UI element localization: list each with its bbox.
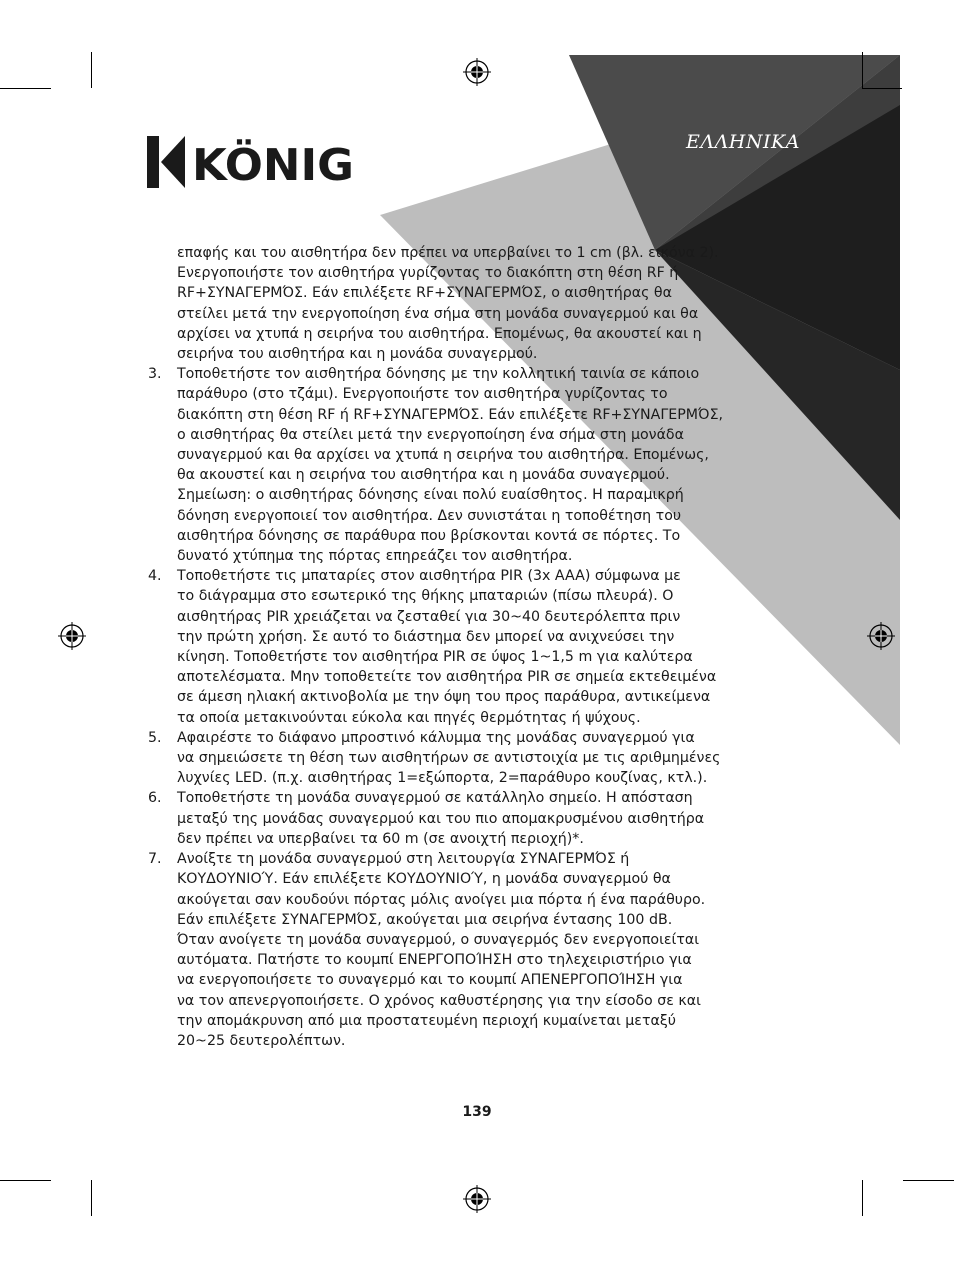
text-line: Εάν επιλέξετε ΣΥΝΑΓΕΡΜΌΣ, ακούγεται μια σειρήνα έντασης 100 dB. (177, 911, 673, 928)
text-line: σειρήνα του αισθητήρα και η μονάδα συναγερμού. (177, 346, 538, 363)
text-line: να ενεργοποιήσετε το συναγερμό και το κουμπί ΑΠΕΝΕΡΓΟΠΟΊΗΣΗ για (177, 972, 683, 989)
text-line: σε άμεση ηλιακή ακτινοβολία με την όψη του προς παράθυρα, αντικείμενα (177, 689, 711, 706)
text-line: στείλει μετά την ενεργοποίηση ένα σήμα στη μονάδα συναγερμού και θα (177, 305, 699, 322)
text-line: ο αισθητήρας θα στείλει μετά την ενεργοποίηση ένα σήμα στη μονάδα (177, 426, 684, 443)
text-line: αρχίσει να χτυπά η σειρήνα του αισθητήρα. Επομένως, θα ακουστεί και η (177, 325, 702, 342)
list-item (148, 788, 754, 849)
text-line: να σημειώσετε τη θέση των αισθητήρων σε αντιστοιχία με τις αριθμημένες (177, 750, 721, 767)
list-item (148, 728, 754, 789)
registration-mark-icon (463, 1185, 491, 1213)
list-item-number: 6. (148, 790, 162, 807)
text-line: Αφαιρέστε το διάφανο μπροστινό κάλυμμα της μονάδας συναγερμού για (177, 729, 695, 746)
text-line: Σημείωση: ο αισθητήρας δόνησης είναι πολύ ευαίσθητος. Η παραμικρή (177, 487, 684, 504)
text-line: κίνηση. Τοποθετήστε τον αισθητήρα PIR σε ύψος 1~1,5 m για καλύτερα (177, 649, 693, 666)
text-line: δυνατό χτύπημα της πόρτας επηρεάζει τον αισθητήρα. (177, 548, 573, 565)
text-line: δόνηση ενεργοποιεί τον αισθητήρα. Δεν συνιστάται η τοποθέτηση του (177, 507, 682, 524)
brand-wordmark: KÖNIG (192, 140, 351, 190)
konig-logo (147, 134, 357, 190)
text-line: διακόπτη στη θέση RF ή RF+ΣΥΝΑΓΕΡΜΌΣ. Εάν επιλέξετε RF+ΣΥΝΑΓΕΡΜΌΣ, (177, 406, 724, 423)
crop-mark (862, 52, 863, 88)
registration-mark-icon (58, 622, 86, 650)
text-line: αυτόματα. Πατήστε το κουμπί ΕΝΕΡΓΟΠΟΊΗΣΗ στο τηλεχειριστήριο για (177, 952, 692, 969)
text-line: αισθητήρας PIR χρειάζεται να ζεσταθεί για 30~40 δευτερόλεπτα πριν (177, 608, 681, 625)
page-number: 139 (462, 1104, 492, 1120)
crop-mark (91, 52, 92, 88)
text-line: δεν πρέπει να υπερβαίνει τα 60 m (σε ανοιχτή περιοχή)*. (177, 830, 584, 847)
list-item (148, 364, 754, 566)
text-line: αισθητήρα δόνησης σε παράθυρα που βρίσκονται κοντά σε πόρτες. Το (177, 527, 681, 544)
list-item-number: 3. (148, 366, 162, 383)
text-line: αποτελέσματα. Μην τοποθετείτε τον αισθητήρα PIR σε σημεία εκτεθειμένα (177, 669, 717, 686)
logo-k-mark (147, 136, 159, 188)
crop-mark (862, 1180, 863, 1216)
list-item-number: 4. (148, 568, 162, 585)
text-line: Τοποθετήστε τη μονάδα συναγερμού σε κατάλληλο σημείο. Η απόσταση (177, 790, 693, 807)
registration-mark-icon (867, 622, 895, 650)
crop-mark (862, 88, 902, 89)
crop-mark (903, 1180, 954, 1181)
text-line: ΚΟΥΔΟΥΝΙΟΎ. Εάν επιλέξετε ΚΟΥΔΟΥΝΙΟΎ, η μονάδα συναγερμού θα (177, 871, 671, 888)
text-line: λυχνίες LED. (π.χ. αισθητήρας 1=εξώπορτα, 2=παράθυρο κουζίνας, κτλ.). (177, 770, 708, 787)
text-line: Ενεργοποιήστε τον αισθητήρα γυρίζοντας το διακόπτη στη θέση RF ή (177, 265, 679, 282)
intro-paragraph (148, 243, 754, 364)
text-line: ακούγεται σαν κουδούνι πόρτας μόλις ανοίγει μια πόρτα ή ένα παράθυρο. (177, 891, 706, 908)
instructions-content (148, 243, 754, 1051)
crop-mark (0, 1180, 51, 1181)
language-label: ΕΛΛΗΝΙΚΑ (686, 131, 800, 153)
list-item (148, 849, 754, 1051)
text-line: Τοποθετήστε τον αισθητήρα δόνησης με την κολλητική ταινία σε κάποιο (177, 366, 700, 383)
text-line: συναγερμού και θα αρχίσει να χτυπά η σειρήνα του αισθητήρα. Επομένως, (177, 447, 709, 464)
text-line: Όταν ανοίγετε τη μονάδα συναγερμού, ο συναγερμός δεν ενεργοποιείται (177, 931, 700, 948)
text-line: 20~25 δευτερολέπτων. (177, 1032, 346, 1049)
text-line: τα οποία μετακινούνται εύκολα και πηγές θερμότητας ή ψύχους. (177, 709, 641, 726)
list-item-number: 7. (148, 851, 162, 868)
text-line: Τοποθετήστε τις μπαταρίες στον αισθητήρα PIR (3x AAA) σύμφωνα με (177, 568, 681, 585)
text-line: μεταξύ της μονάδας συναγερμού και του πιο απομακρυσμένου αισθητήρα (177, 810, 705, 827)
text-line: την πρώτη χρήση. Σε αυτό το διάστημα δεν μπορεί να ανιχνεύσει την (177, 628, 675, 645)
text-line: το διάγραμμα στο εσωτερικό της θήκης μπαταριών (πίσω πλευρά). Ο (177, 588, 674, 605)
crop-mark (91, 1180, 92, 1216)
logo-k-mark (161, 136, 185, 188)
text-line: RF+ΣΥΝΑΓΕΡΜΌΣ. Εάν επιλέξετε RF+ΣΥΝΑΓΕΡΜΌΣ, ο αισθητήρας θα (177, 285, 672, 302)
text-line: θα ακουστεί και η σειρήνα του αισθητήρα και η μονάδα συναγερμού. (177, 467, 670, 484)
text-line: να τον απενεργοποιήσετε. Ο χρόνος καθυστέρησης για την είσοδο σε και (177, 992, 701, 1009)
text-line: Ανοίξτε τη μονάδα συναγερμού στη λειτουργία ΣΥΝΑΓΕΡΜΌΣ ή (177, 851, 630, 868)
text-line: παράθυρο (στο τζάμι). Ενεργοποιήστε τον αισθητήρα γυρίζοντας το (177, 386, 668, 403)
list-item-number: 5. (148, 729, 162, 746)
text-line: την απομάκρυνση από μια προστατευμένη περιοχή κυμαίνεται μεταξύ (177, 1012, 676, 1029)
crop-mark (0, 88, 51, 89)
text-line: επαφής και του αισθητήρα δεν πρέπει να υπερβαίνει το 1 cm (βλ. εικόνα 2). (177, 245, 719, 261)
registration-mark-icon (463, 58, 491, 86)
instruction-list (148, 364, 754, 1051)
list-item (148, 566, 754, 728)
